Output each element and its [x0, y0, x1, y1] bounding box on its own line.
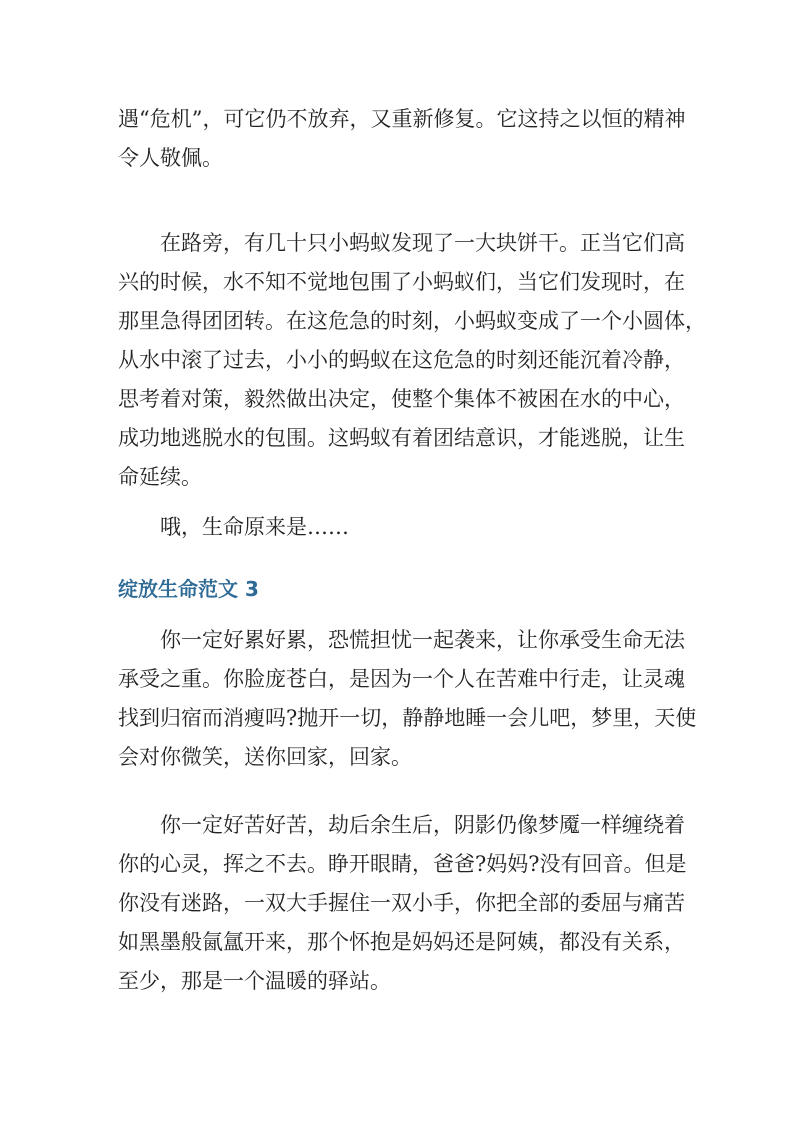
- text-line: 遇“危机”，可它仍不放弃，又重新修复。它这持之以恒的精神: [118, 107, 686, 131]
- section-heading: 绽放生命范文 3: [118, 577, 259, 601]
- text-line: 令人敬佩。: [118, 146, 223, 170]
- text-line: 兴的时候，水不知不觉地包围了小蚂蚁们，当它们发现时，在: [118, 270, 685, 294]
- text-line: 会对你微笑，送你回家，回家。: [118, 745, 412, 769]
- text-line: 从水中滚了过去，小小的蚂蚁在这危急的时刻还能沉着冷静，: [118, 348, 685, 372]
- text-line: 那里急得团团转。在这危急的时刻，小蚂蚁变成了一个小圆体，: [118, 309, 706, 333]
- text-line: 你的心灵，挥之不去。睁开眼睛，爸爸?妈妈?没有回音。但是: [118, 852, 687, 876]
- text-line: 你一定好累好累，恐慌担忧一起袭来，让你承受生命无法: [160, 628, 685, 652]
- text-line: 思考着对策，毅然做出决定，使整个集体不被困在水的中心，: [118, 387, 685, 411]
- text-line: 哦，生命原来是……: [160, 515, 349, 539]
- text-line: 命延续。: [118, 465, 202, 489]
- text-line: 找到归宿而消瘦吗?抛开一切，静静地睡一会儿吧，梦里，天使: [118, 706, 697, 730]
- text-line: 至少，那是一个温暖的驿站。: [118, 969, 391, 993]
- text-line: 你没有迷路，一双大手握住一双小手，你把全部的委屈与痛苦: [118, 891, 685, 915]
- text-line: 你一定好苦好苦，劫后余生后，阴影仍像梦魇一样缠绕着: [160, 813, 685, 837]
- text-line: 在路旁，有几十只小蚂蚁发现了一大块饼干。正当它们高: [160, 231, 685, 255]
- text-line: 承受之重。你脸庞苍白，是因为一个人在苦难中行走，让灵魂: [118, 667, 685, 691]
- text-line: 如黑墨般氤氲开来，那个怀抱是妈妈还是阿姨，都没有关系，: [118, 930, 685, 954]
- text-line: 成功地逃脱水的包围。这蚂蚁有着团结意识，才能逃脱，让生: [118, 426, 685, 450]
